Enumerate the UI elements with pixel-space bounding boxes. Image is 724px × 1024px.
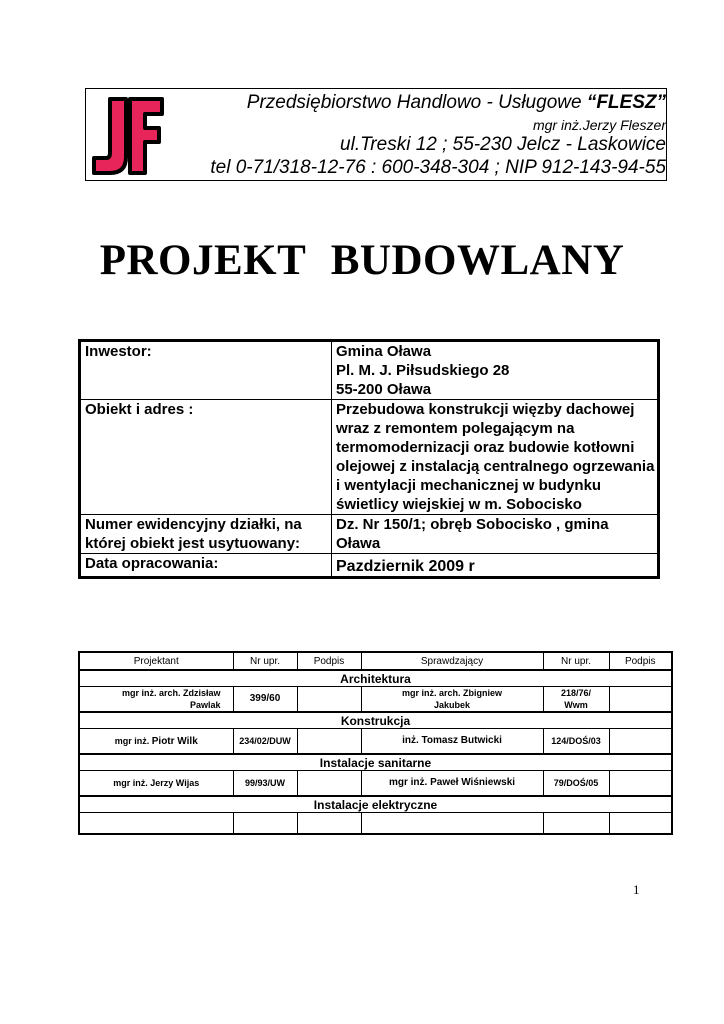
- object-line: olejowej z instalacją centralnego ogrzewania: [336, 458, 655, 475]
- investor-label: Inwestor:: [80, 341, 332, 400]
- checker-signature: [609, 771, 672, 797]
- header-checker-no: Nr upr.: [543, 652, 609, 670]
- designer-signature: [297, 729, 361, 755]
- checker-licence: 79/DOŚ/05: [543, 771, 609, 797]
- checker-signature: [609, 729, 672, 755]
- object-line: termomodernizacji oraz budowie kotłowni: [336, 439, 635, 456]
- checker-line: Jakubek: [433, 700, 471, 710]
- designer-cell: [79, 729, 233, 755]
- designer-line: mgr inż. arch. Zdzisław: [121, 688, 221, 698]
- object-line: Przebudowa konstrukcji więzby dachowej: [336, 401, 635, 418]
- document-title: PROJEKT BUDOWLANY: [99, 237, 625, 284]
- section-electrical: Instalacje elektryczne: [79, 796, 672, 813]
- page-number: 1: [633, 882, 640, 897]
- object-line: świetlicy wiejskiej w m. Sobocisko: [336, 496, 582, 513]
- letterhead-text: [170, 89, 666, 180]
- date-value: Pazdziernik 2009 r: [332, 554, 659, 578]
- checker-cell: [361, 813, 543, 835]
- letterhead: [85, 88, 667, 181]
- designer-cell: [79, 687, 233, 713]
- investor-line: Pl. M. J. Piłsudskiego 28: [336, 362, 510, 379]
- checker-signature: [609, 813, 672, 835]
- checker-licence: [543, 813, 609, 835]
- table-row: [79, 813, 672, 835]
- company-quoted-name: “FLESZ”: [586, 92, 666, 113]
- parcel-label-line: której obiekt jest usytuowany:: [85, 535, 301, 552]
- parcel-row: [80, 515, 659, 554]
- investor-value: [332, 341, 659, 400]
- section-row: [79, 754, 672, 771]
- date-row: [80, 554, 659, 578]
- checker-licence-line: 218/76/: [560, 688, 592, 698]
- section-row: [79, 670, 672, 687]
- investor-line: 55-200 Oława: [336, 381, 432, 398]
- designer-prefix: mgr inż.: [114, 735, 150, 746]
- parcel-label-line: Numer ewidencyjny działki, na: [85, 516, 302, 533]
- parcel-line: Oława: [336, 535, 381, 552]
- table-header-row: [79, 652, 672, 670]
- object-row: [80, 400, 659, 515]
- designer-cell: mgr inż. Jerzy Wijas: [79, 771, 233, 797]
- parcel-label: [80, 515, 332, 554]
- designer-name: Piotr Wilk: [151, 735, 198, 747]
- checker-licence: 124/DOŚ/03: [543, 729, 609, 755]
- project-info-table: [78, 339, 660, 579]
- parcel-value: [332, 515, 659, 554]
- investor-line: Gmina Oława: [336, 343, 432, 360]
- checker-cell: mgr inż. Paweł Wiśniewski: [361, 771, 543, 797]
- company-name: Przedsiębiorstwo Handlowo - Usługowe: [246, 92, 582, 113]
- checker-cell: inż. Tomasz Butwicki: [361, 729, 543, 755]
- object-label: Obiekt i adres :: [80, 400, 332, 515]
- company-address: ul.Treski 12 ; 55-230 Jelcz - Laskowice: [340, 134, 666, 155]
- designer-signature: [297, 771, 361, 797]
- checker-licence: [543, 687, 609, 713]
- company-owner: mgr inż.Jerzy Fleszer: [532, 117, 666, 133]
- table-row: [79, 687, 672, 713]
- section-sanitary: Instalacje sanitarne: [79, 754, 672, 771]
- company-name-line: [170, 90, 666, 116]
- header-checker-sign: Podpis: [609, 652, 672, 670]
- investor-row: [80, 341, 659, 400]
- table-row: [79, 771, 672, 797]
- designer-licence: [233, 813, 297, 835]
- header-checker: Sprawdzający: [361, 652, 543, 670]
- checker-licence-line: Wwm: [564, 700, 588, 710]
- checker-line: mgr inż. arch. Zbigniew: [401, 688, 502, 698]
- section-construction: Konstrukcja: [79, 712, 672, 729]
- table-row: [79, 729, 672, 755]
- design-team-table: [78, 651, 673, 835]
- designer-line: Pawlak: [189, 700, 221, 710]
- object-line: i wentylacji mechanicznej w budynku: [336, 477, 602, 494]
- object-line: wraz z remontem polegającym na: [336, 420, 575, 437]
- date-label: Data opracowania:: [80, 554, 332, 578]
- header-designer: Projektant: [79, 652, 233, 670]
- header-designer-sign: Podpis: [297, 652, 361, 670]
- section-row: [79, 796, 672, 813]
- checker-cell: [361, 687, 543, 713]
- designer-signature: [297, 687, 361, 713]
- checker-signature: [609, 687, 672, 713]
- section-row: [79, 712, 672, 729]
- object-value: [332, 400, 659, 515]
- designer-licence: 99/93/UW: [233, 771, 297, 797]
- company-logo: [88, 95, 166, 177]
- parcel-line: Dz. Nr 150/1; obręb Sobocisko , gmina: [336, 516, 609, 533]
- header-designer-no: Nr upr.: [233, 652, 297, 670]
- company-phone: tel 0-71/318-12-76 : 600-348-304 ; NIP 912-143-94-55: [210, 157, 666, 178]
- section-architecture: Architektura: [79, 670, 672, 687]
- designer-cell: [79, 813, 233, 835]
- designer-licence: 234/02/DUW: [233, 729, 297, 755]
- designer-licence: 399/60: [233, 687, 297, 713]
- designer-signature: [297, 813, 361, 835]
